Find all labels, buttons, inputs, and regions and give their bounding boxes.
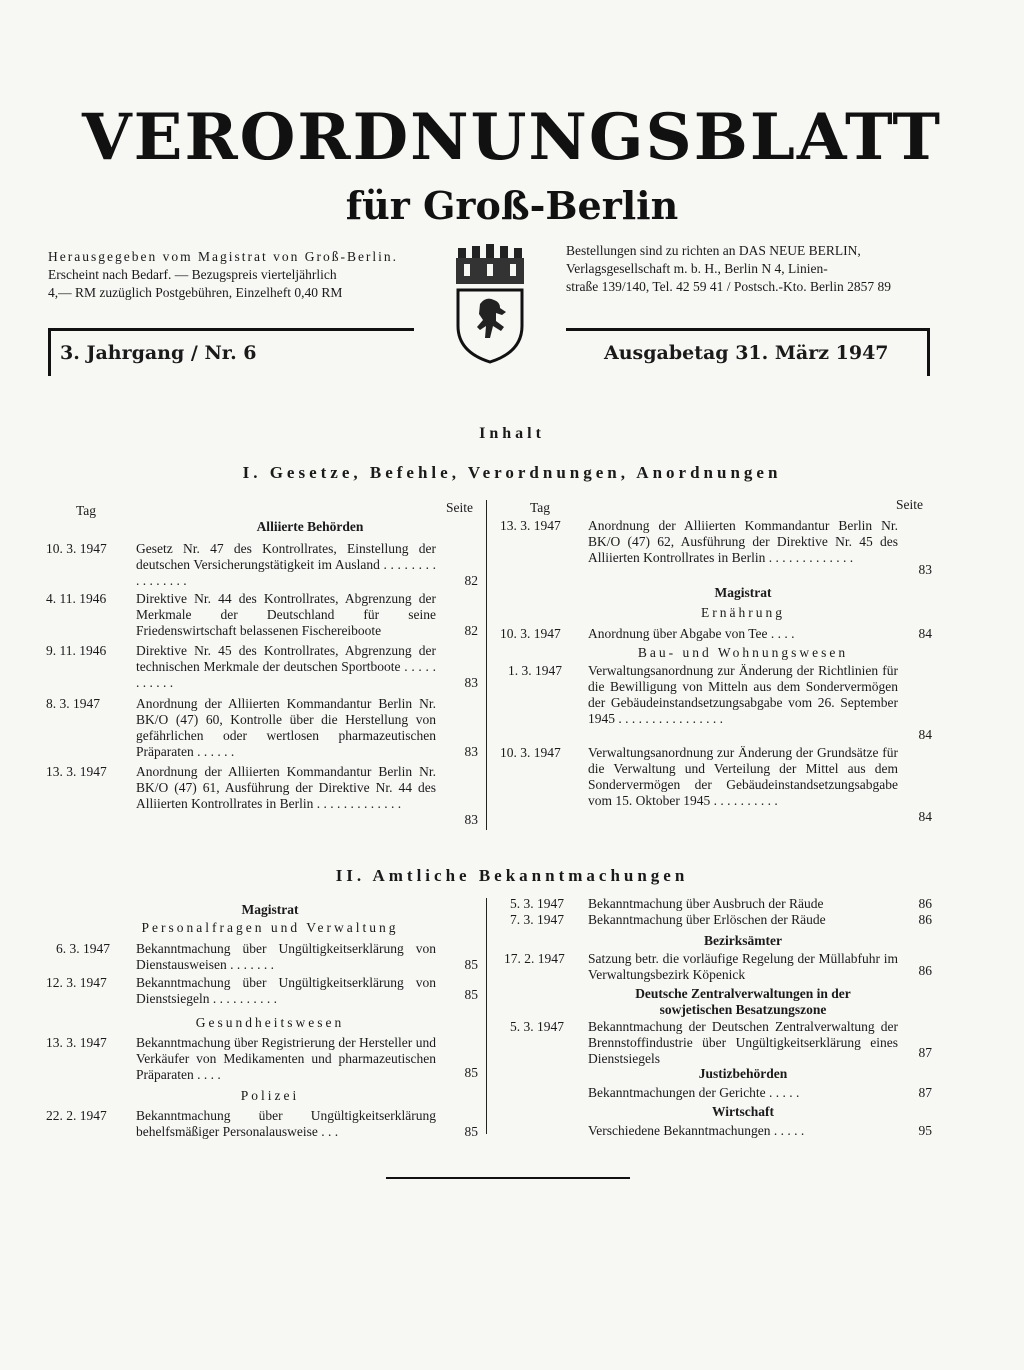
list-item [46, 764, 486, 828]
entry-title: Verwaltungsanordnung zur Änderung der Grundsätze für die Verwaltung und Verteilung der Mittel aus dem Sondervermögen der Gebäudeinstandsetzungsabgabe vom 15. Oktober 1945 . . . . . . . . . . [588, 745, 898, 808]
entry-page: 82 [464, 623, 478, 638]
list-item [46, 643, 486, 691]
entry-date: 10. 3. 1947 [500, 745, 561, 760]
entry-title: Verschiedene Bekanntmachungen . . . . . [588, 1123, 805, 1138]
bottom-divider [386, 1177, 630, 1179]
entry-page: 86 [918, 912, 932, 927]
list-item [500, 912, 940, 928]
orders-info [566, 242, 936, 296]
entry-title: Bekanntmachung über Registrierung der Hersteller und Verkäufer von Medikamenten und pharmazeutischen Präparaten . . . . [136, 1035, 436, 1082]
masthead-title: VERORDNUNGSBLATT [82, 100, 942, 175]
subgroup-heading: Polizei [240, 1088, 300, 1103]
list-item [500, 1123, 940, 1139]
entry-date: 4. 11. 1946 [46, 591, 107, 606]
group-heading [588, 986, 898, 1018]
divider [566, 328, 930, 331]
entry-date: 10. 3. 1947 [500, 626, 561, 641]
entry-page: 84 [918, 727, 932, 742]
section-2-title: II. Amtliche Bekanntmachungen [335, 866, 689, 885]
issue-date: Ausgabetag 31. März 1947 [604, 342, 889, 364]
entry-title: Anordnung der Alliierten Kommandantur Berlin Nr. BK/O (47) 61, Ausführung der Direktive Nr. 44 des Alliierten Kontrollrates in Berlin . . . . . . . . . . . . . [136, 764, 436, 811]
contents-title: Inhalt [479, 425, 545, 442]
entry-page: 85 [464, 1124, 478, 1139]
issue-volume: 3. Jahrgang / Nr. 6 [60, 342, 257, 364]
group-heading-line: Deutsche Zentralverwaltungen in der [635, 986, 851, 1001]
list-item [500, 518, 940, 582]
entry-page: 85 [464, 957, 478, 972]
list-item [46, 696, 486, 760]
entry-date: 10. 3. 1947 [46, 541, 107, 556]
entry-date: 12. 3. 1947 [46, 975, 107, 990]
group-heading: Justizbehörden [698, 1066, 788, 1081]
group-heading: Bezirksämter [704, 933, 782, 948]
entry-title: Bekanntmachungen der Gerichte . . . . . [588, 1085, 800, 1100]
entry-title: Bekanntmachung über Ungültigkeitserklärung von Dienstausweisen . . . . . . . [136, 941, 436, 972]
orders-line: straße 139/140, Tel. 42 59 41 / Postsch.-Kto. Berlin 2857 89 [566, 279, 892, 294]
entry-date: 13. 3. 1947 [500, 518, 561, 533]
column-header-tag: Tag [530, 500, 551, 515]
entry-title: Bekanntmachung über Erlöschen der Räude [588, 912, 826, 927]
entry-page: 82 [464, 573, 478, 588]
entry-page: 86 [918, 963, 932, 978]
orders-line: Verlagsgesellschaft m. b. H., Berlin N 4, Linien- [566, 261, 828, 276]
group-heading: Alliierte Behörden [256, 519, 364, 534]
list-item [500, 1019, 940, 1067]
entry-title: Anordnung über Abgabe von Tee . . . . [588, 626, 795, 641]
entry-date: 13. 3. 1947 [46, 764, 107, 779]
entry-title: Bekanntmachung über Ungültigkeitserklärung behelfsmäßiger Personalausweise . . . [136, 1108, 436, 1139]
entry-title: Bekanntmachung der Deutschen Zentralverwaltung der Brennstoffindustrie über Ungültigkeitserklärung eines Dienstsiegels [588, 1019, 898, 1066]
list-item [46, 591, 486, 639]
entry-date: 9. 11. 1946 [46, 643, 107, 658]
publisher-line: Herausgegeben vom Magistrat von Groß-Berlin. [48, 249, 399, 264]
entry-page: 84 [918, 626, 932, 641]
divider [927, 328, 930, 376]
divider [48, 328, 414, 331]
group-heading: Magistrat [241, 902, 299, 917]
list-item [500, 745, 940, 825]
entry-title: Bekanntmachung über Ungültigkeitserklärung von Dienstsiegeln . . . . . . . . . . [136, 975, 436, 1006]
column-header-seite: Seite [896, 497, 923, 512]
entry-title: Direktive Nr. 45 des Kontrollrates, Abgrenzung der technischen Merkmale der deutschen Sportboote . . . . . . . . . . . [136, 643, 436, 690]
orders-line: Bestellungen sind zu richten an DAS NEUE BERLIN, [566, 243, 861, 258]
list-item [500, 896, 940, 912]
entry-date: 7. 3. 1947 [510, 912, 564, 927]
publisher-info [48, 248, 428, 302]
subgroup-heading: Bau- und Wohnungswesen [637, 645, 849, 660]
publisher-line: 4,— RM zuzüglich Postgebühren, Einzelheft 0,40 RM [48, 285, 343, 300]
entry-date: 17. 2. 1947 [504, 951, 565, 966]
subgroup-heading: Ernährung [701, 605, 785, 620]
group-heading: Magistrat [714, 585, 772, 600]
entry-date: 13. 3. 1947 [46, 1035, 107, 1050]
entry-date: 8. 3. 1947 [46, 696, 100, 711]
entry-date: 5. 3. 1947 [510, 1019, 564, 1034]
column-divider [486, 898, 487, 1134]
entry-date: 22. 2. 1947 [46, 1108, 107, 1123]
entry-page: 83 [464, 812, 478, 827]
list-item [46, 941, 486, 973]
entry-date: 5. 3. 1947 [510, 896, 564, 911]
entry-title: Bekanntmachung über Ausbruch der Räude [588, 896, 824, 911]
entry-page: 83 [464, 744, 478, 759]
entry-page: 87 [918, 1045, 932, 1060]
entry-page: 95 [918, 1123, 932, 1138]
subgroup-heading: Gesundheitswesen [195, 1015, 345, 1030]
subgroup-heading: Personalfragen und Verwaltung [141, 920, 399, 935]
group-heading: Wirtschaft [712, 1104, 774, 1119]
divider [48, 328, 51, 376]
list-item [46, 975, 486, 1007]
entry-title: Gesetz Nr. 47 des Kontrollrates, Einstellung der deutschen Versicherungstätigkeit im Ausland . . . . . . . . . . . . . . . . [136, 541, 436, 588]
column-header-seite: Seite [446, 500, 473, 515]
entry-page: 83 [918, 562, 932, 577]
list-item [46, 1035, 486, 1083]
entry-date: 1. 3. 1947 [508, 663, 562, 678]
masthead-subtitle: für Groß-Berlin [345, 183, 679, 228]
column-divider [486, 500, 487, 830]
entry-page: 85 [464, 1065, 478, 1080]
entry-title: Direktive Nr. 44 des Kontrollrates, Abgrenzung der Merkmale der Deutschland für seine Friedenswirtschaft belassenen Fischereiboote [136, 591, 436, 638]
section-1-title: I. Gesetze, Befehle, Verordnungen, Anordnungen [242, 463, 782, 482]
column-header-tag: Tag [76, 503, 97, 518]
list-item [500, 1085, 940, 1101]
entry-page: 84 [918, 809, 932, 824]
list-item [46, 1108, 486, 1140]
group-heading-line: sowjetischen Besatzungszone [659, 1002, 827, 1017]
list-item [500, 663, 940, 743]
list-item [500, 951, 940, 983]
entry-title: Verwaltungsanordnung zur Änderung der Richtlinien für die Bewilligung von Mitteln aus dem Sondervermögen der Gebäudeinstandsetzungsabgabe vom 26. September 1945 . . . . . . . . . . . . . . . . [588, 663, 898, 726]
entry-title: Anordnung der Alliierten Kommandantur Berlin Nr. BK/O (47) 62, Ausführung der Direktive Nr. 45 des Alliierten Kontrollrates in Berlin . . . . . . . . . . . . . [588, 518, 898, 565]
entry-title: Anordnung der Alliierten Kommandantur Berlin Nr. BK/O (47) 60, Kontrolle über die Herstellung von gefährlichen oder wertlosen pharmazeutischen Präparaten . . . . . . [136, 696, 436, 759]
entry-page: 85 [464, 987, 478, 1002]
entry-date: 6. 3. 1947 [56, 941, 110, 956]
entry-page: 87 [918, 1085, 932, 1100]
entry-page: 86 [918, 896, 932, 911]
list-item [500, 626, 940, 644]
berlin-bear-crest-icon [452, 244, 528, 364]
publisher-line: Erscheint nach Bedarf. — Bezugspreis vierteljährlich [48, 267, 337, 282]
entry-page: 83 [464, 675, 478, 690]
entry-title: Satzung betr. die vorläufige Regelung der Müllabfuhr im Verwaltungsbezirk Köpenick [588, 951, 898, 982]
